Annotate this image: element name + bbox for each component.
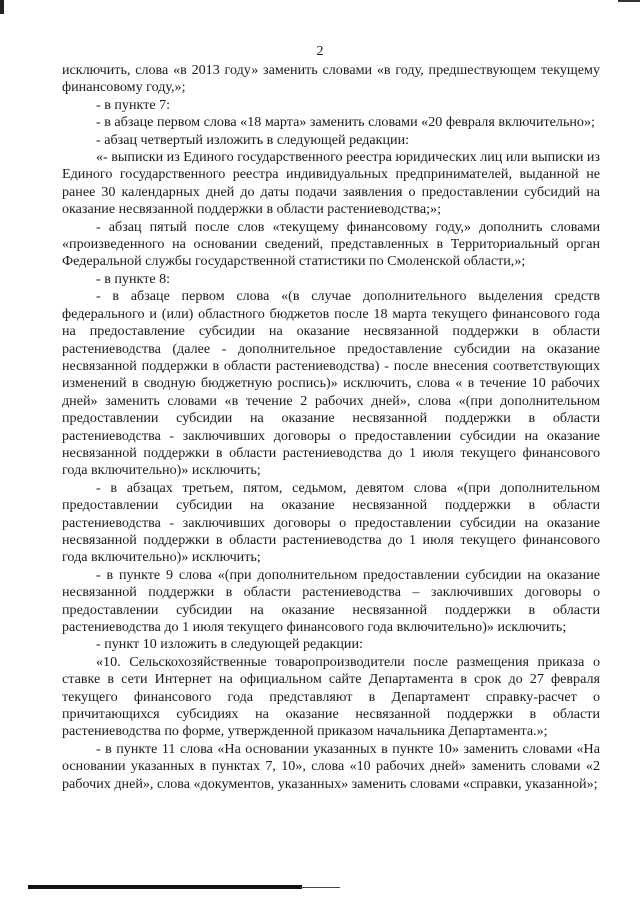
scan-edge-mark — [618, 0, 640, 2]
document-body — [62, 62, 600, 793]
document-paragraph: «10. Сельскохозяйственные товаропроизводители после размещения приказа о ставке в сети Интернет на официальном сайте Департамента в срок до 27 февраля текущего финансового года представляют в Департамент справку-расчет о причитающихся субсидиях на оказание несвязанной поддержки в области растениеводства по форме, утвержденной приказом начальника Департамента.»; — [62, 653, 600, 740]
document-paragraph: - в пункте 7: — [96, 96, 171, 113]
document-paragraph: - в абзацах третьем, пятом, седьмом, девятом слова «(при дополнительном предоставлении субсидии на оказание несвязанной поддержки в области растениеводства - заключивших договоры о предоставлении субсидии на оказание несвязанной поддержки в области растениеводства до 1 июля текущего финансового года включительно)» исключить; — [62, 479, 600, 566]
document-paragraph: «- выписки из Единого государственного реестра юридических лиц или выписки из Единого государственного реестра индивидуальных предпринимателей, выданной не ранее 30 календарных дней до даты подачи заявления о предоставлении субсидий на оказание несвязанной поддержки в области растениеводства;»; — [62, 149, 600, 218]
document-paragraph: - в пункте 9 слова «(при дополнительном предоставлении субсидии на оказание несвязанной поддержки в области растениеводства – заключивших договоры о предоставлении субсидии на оказание несвязанной поддержки в области растениеводства до 1 июля текущего финансового года включительно)» исключить; — [62, 566, 600, 635]
document-paragraph: - в абзаце первом слова «(в случае дополнительного выделения средств федерального и (или) областного бюджетов после 18 марта текущего финансового года на предоставление субсидии на оказание несвязанной поддержки в области растениеводства (далее - дополнительное предоставление субсидии на оказание несвязанной поддержки в области растениеводства) - после внесения соответствующих изменений в сводную бюджетную роспись)» исключить, слова « в течение 10 рабочих дней» заменить словами «в течение 2 рабочих дней», слова «(при дополнительном предоставлении субсидии на оказание несвязанной поддержки в области растениеводства - заключивших договоры о предоставлении субсидии на оказание несвязанной поддержки в области растениеводства до 1 июля текущего финансового года включительно)» исключить; — [62, 288, 600, 479]
scan-bottom-bar — [28, 885, 302, 889]
scan-bottom-bar — [300, 887, 340, 888]
scan-edge-mark — [0, 0, 4, 14]
document-paragraph: - в абзаце первом слова «18 марта» заменить словами «20 февраля включительно»; — [96, 114, 595, 131]
document-paragraph: - в пункте 8: — [96, 270, 171, 287]
document-paragraph: - в пункте 11 слова «На основании указанных в пункте 10» заменить словами «На основании указанных в пунктах 7, 10», слова «10 рабочих дней» заменить словами «2 рабочих дней», слова «документов, указанных» заменить словами «справки, указанной»; — [62, 740, 600, 792]
document-paragraph: - абзац пятый после слов «текущему финансовому году,» дополнить словами «произведенного на основании сведений, представленных в Территориальный орган Федеральной службы государственной статистики по Смоленской области,»; — [62, 218, 600, 270]
page-number: 2 — [316, 44, 324, 59]
document-paragraph: - абзац четвертый изложить в следующей редакции: — [96, 131, 410, 148]
document-paragraph: исключить, слова «в 2013 году» заменить словами «в году, предшествующем текущему финансовому году,»; — [62, 62, 600, 96]
document-paragraph: - пункт 10 изложить в следующей редакции: — [96, 636, 363, 653]
